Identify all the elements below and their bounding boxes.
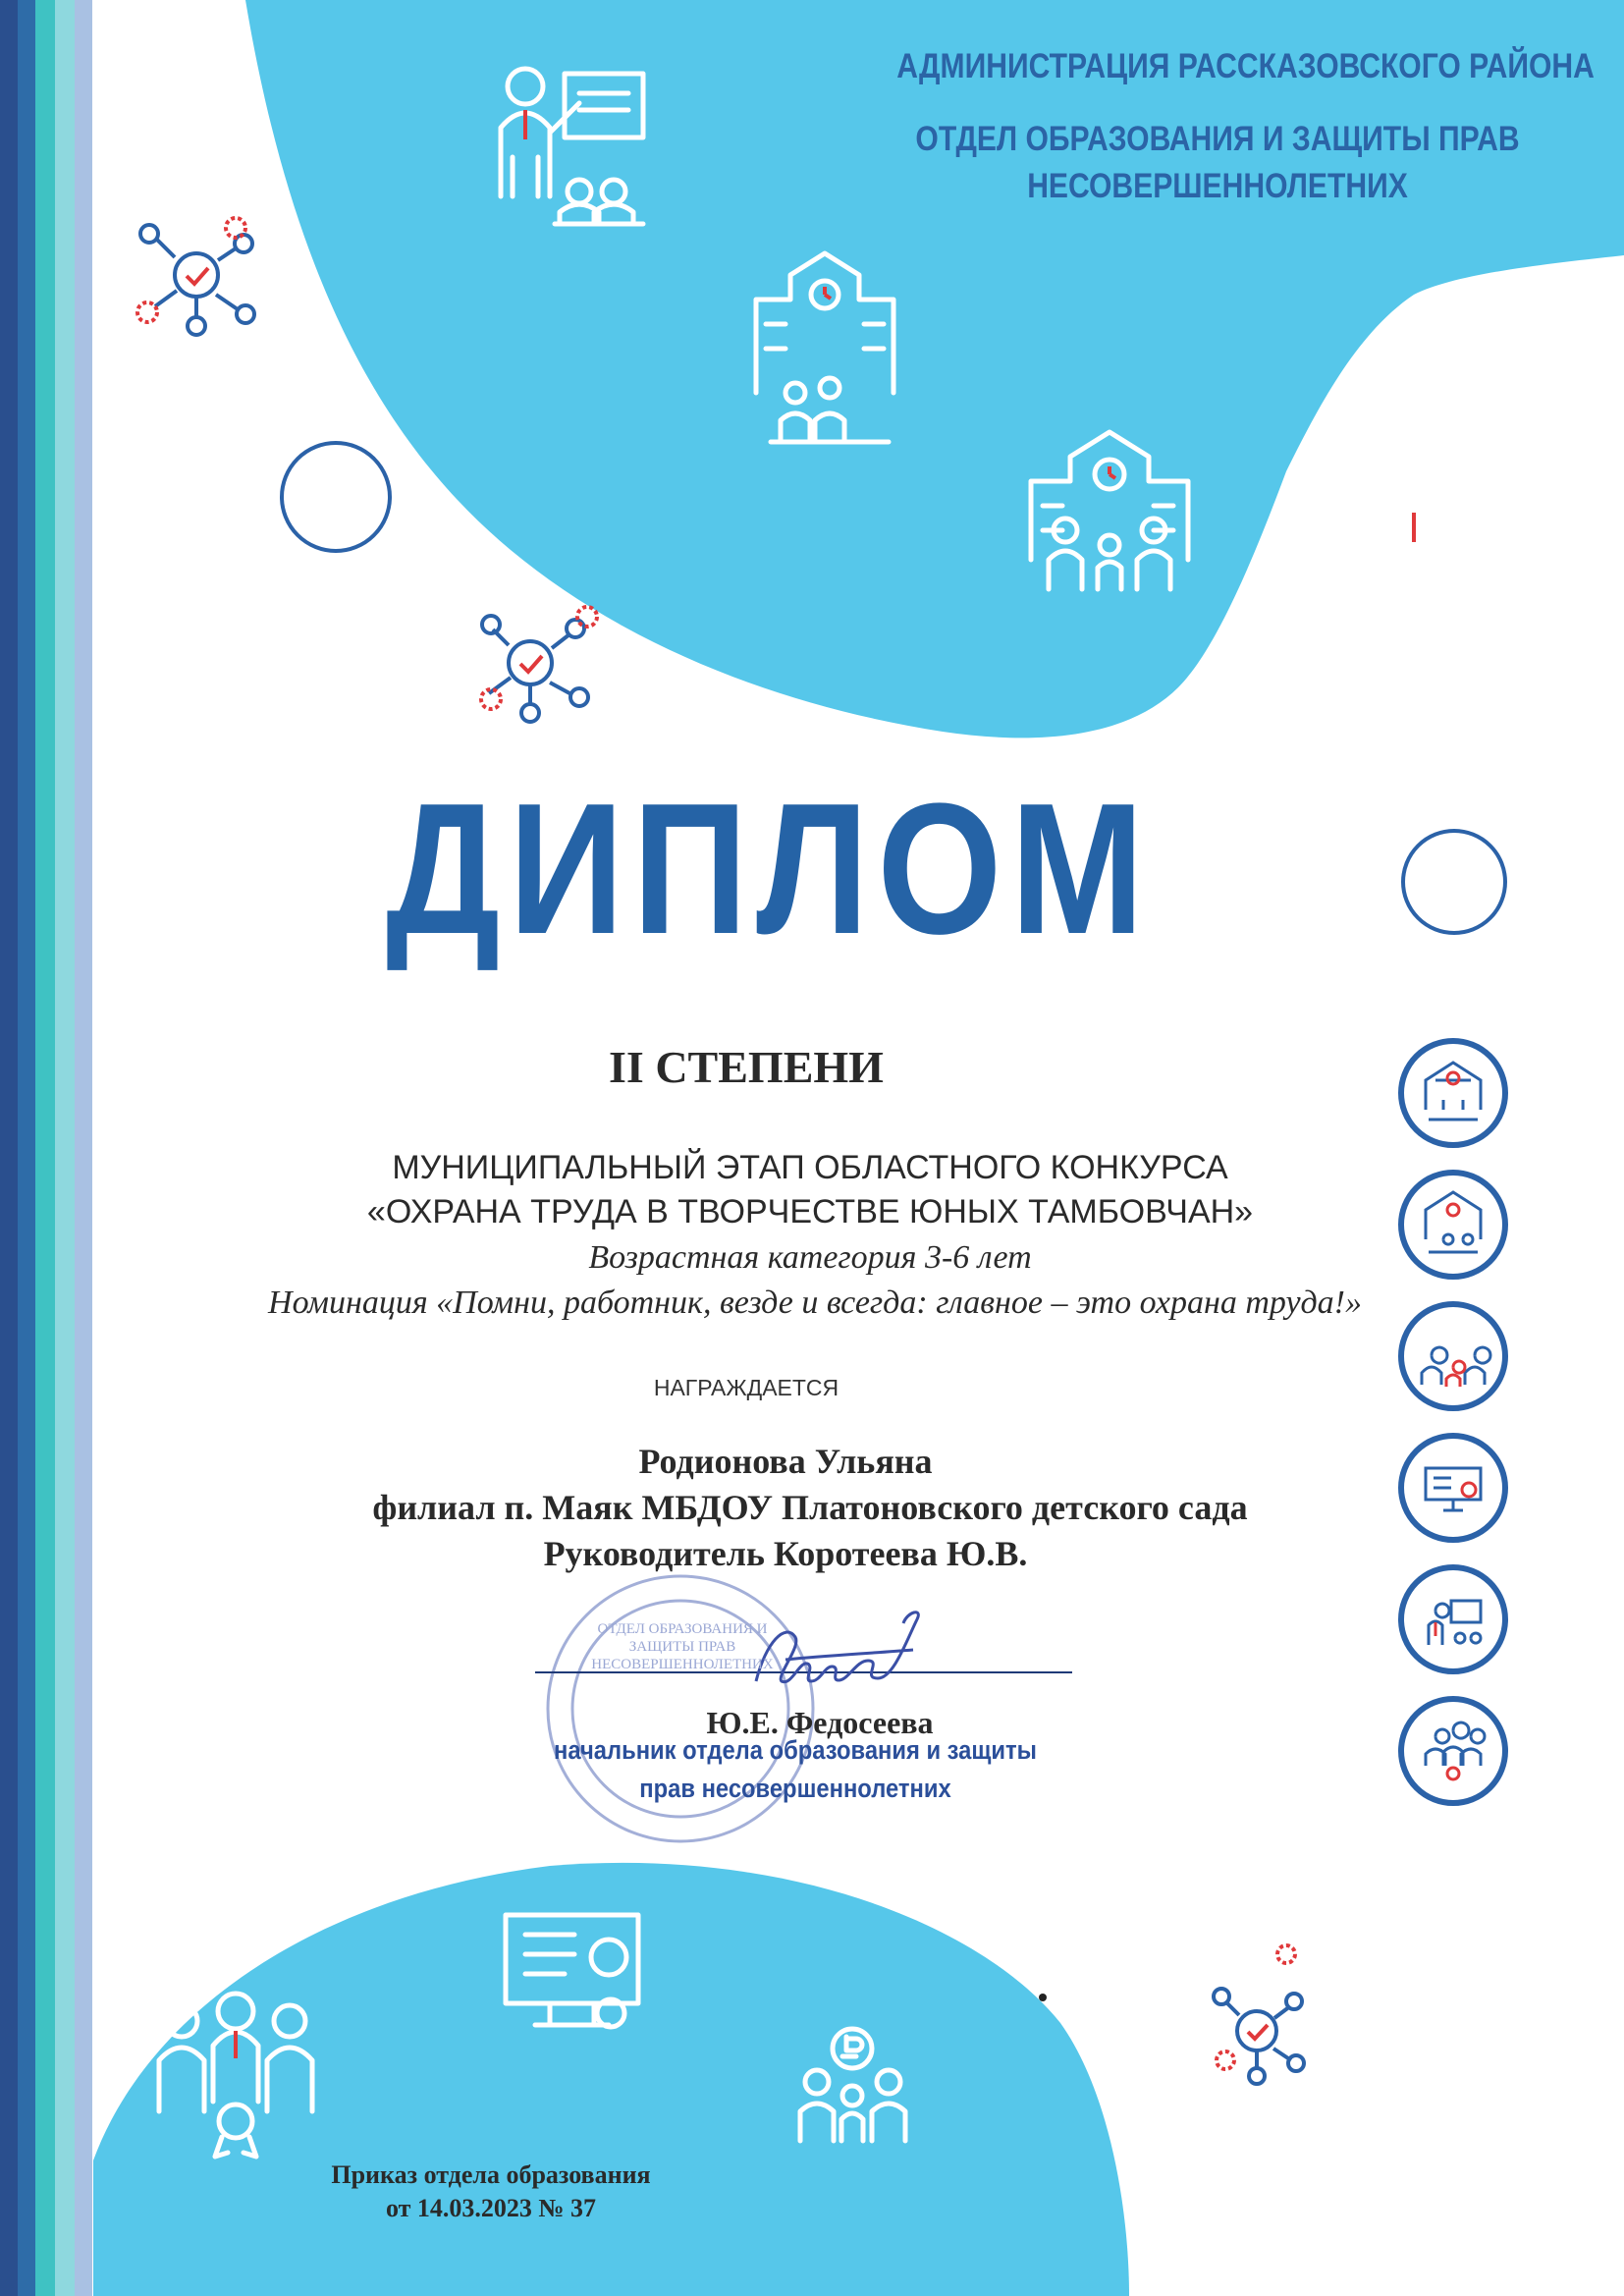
signatory-name: Ю.Е. Федосеева <box>706 1705 934 1740</box>
diploma-title: ДИПЛОМ <box>386 765 1153 973</box>
header-administration: АДМИНИСТРАЦИЯ РАССКАЗОВСКОГО РАЙОНА <box>896 47 1595 85</box>
signatory-position-line2: прав несовершеннолетних <box>639 1774 951 1803</box>
side-badge-school-family-icon <box>1401 1173 1505 1277</box>
nomination: Номинация «Помни, работник, везде и всегда: главное – это охрана труда!» <box>268 1285 1362 1321</box>
network-check-icon <box>481 607 597 722</box>
network-check-icon <box>1214 1945 1304 2084</box>
side-badge-team-icon <box>1401 1699 1505 1803</box>
recipient-supervisor: Руководитель Коротеева Ю.В. <box>543 1534 1028 1573</box>
header-department-cont: НЕСОВЕРШЕННОЛЕТНИХ <box>1027 167 1408 205</box>
awarded-label: НАГРАЖДАЕТСЯ <box>653 1375 839 1400</box>
contest-line2: «ОХРАНА ТРУДА В ТВОРЧЕСТВЕ ЮНЫХ ТАМБОВЧАН» <box>366 1193 1254 1230</box>
network-check-icon <box>137 218 254 335</box>
bottom-sky-arc <box>93 1863 1129 2296</box>
side-badge-school-icon <box>1401 1041 1505 1145</box>
top-sky-arc <box>245 0 1624 738</box>
outline-circle-icon <box>282 443 390 551</box>
recipient-name: Родионова Ульяна <box>638 1442 933 1481</box>
side-badge-computer-icon <box>1401 1436 1505 1540</box>
signatory-position-line1: начальник отдела образования и защиты <box>554 1735 1037 1765</box>
age-category: Возрастная категория 3-6 лет <box>588 1239 1032 1276</box>
order-line2: от 14.03.2023 № 37 <box>385 2194 597 2222</box>
recipient-organization: филиал п. Маяк МБДОУ Платоновского детского сада <box>372 1488 1248 1527</box>
stamp-text: ОТДЕЛ ОБРАЗОВАНИЯ И ЗАЩИТЫ ПРАВ НЕСОВЕРШЕННОЛЕТНИХ <box>591 1621 774 1672</box>
header-department: ОТДЕЛ ОБРАЗОВАНИЯ И ЗАЩИТЫ ПРАВ <box>915 120 1520 158</box>
team-award-icon <box>1335 467 1492 630</box>
contest-line1: МУНИЦИПАЛЬНЫЙ ЭТАП ОБЛАСТНОГО КОНКУРСА <box>392 1149 1228 1186</box>
side-badge-presentation-icon <box>1401 1567 1505 1671</box>
outline-circle-icon <box>1403 831 1505 933</box>
order-line1: Приказ отдела образования <box>331 2160 651 2189</box>
degree: II СТЕПЕНИ <box>609 1042 884 1092</box>
